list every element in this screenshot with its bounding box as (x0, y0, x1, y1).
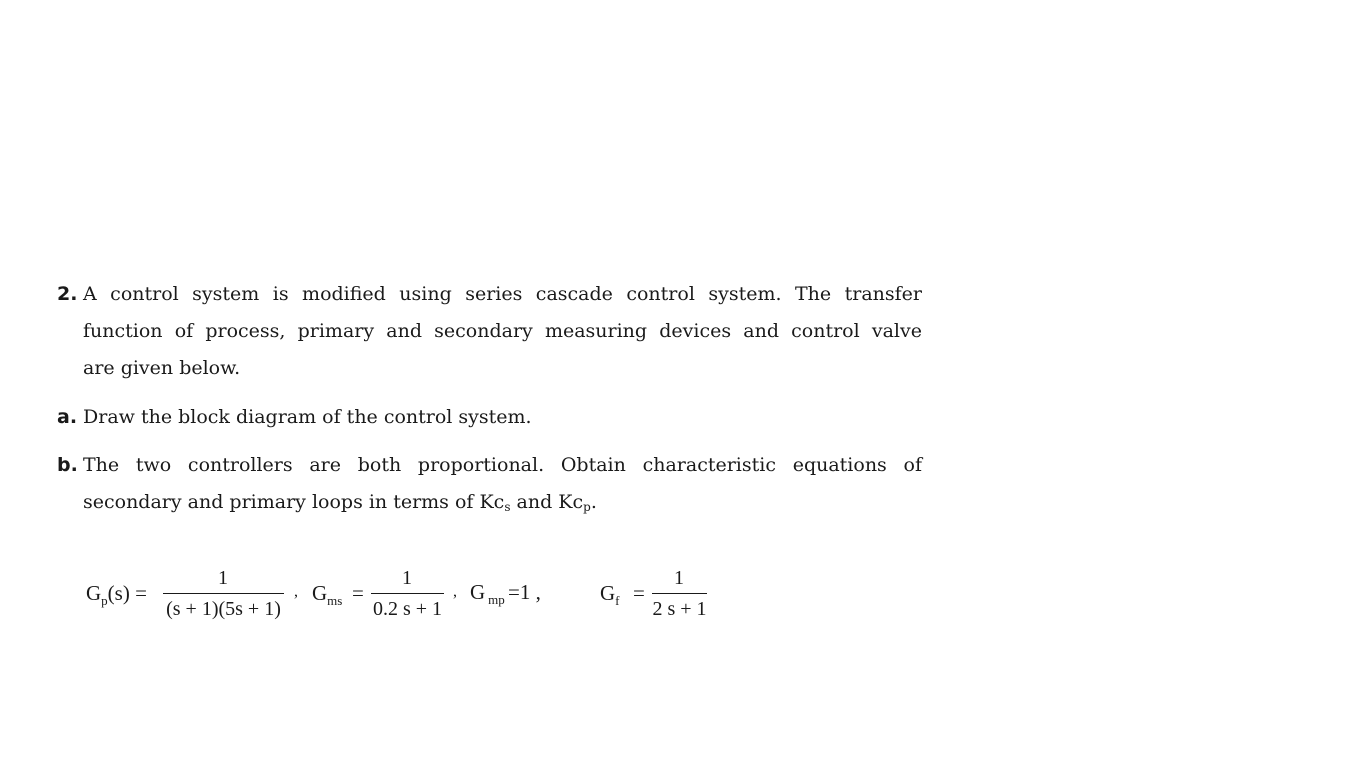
question-number: 2. (57, 283, 78, 305)
question-intro-line-1: A control system is modified using series cascade control system. The transfer (83, 283, 922, 305)
kc-p-subscript: p (583, 500, 591, 514)
gf-denominator: 2 s + 1 (652, 598, 707, 620)
gp-fraction-bar (163, 593, 284, 594)
gms-lhs: $G_{ms}$ (312, 581, 343, 608)
part-b-line-2-prefix: secondary and primary loops in terms of Kc (83, 491, 505, 513)
gp-separator: , (294, 583, 298, 600)
gf-lhs: $G_f$ (600, 581, 620, 608)
gms-separator: , (453, 583, 457, 600)
part-b-line-1: The two controllers are both proportional. Obtain characteristic equations of (83, 454, 922, 476)
gf-fraction-bar (652, 593, 707, 594)
gmp-lhs: G $_{mp}$ (470, 580, 505, 607)
part-b-label: b. (57, 454, 78, 476)
question-intro-line-3: are given below. (83, 357, 241, 379)
gf-numerator: 1 (674, 567, 684, 589)
part-a-label: a. (57, 406, 78, 428)
part-b-line-2-end: . (590, 491, 597, 513)
gms-fraction-bar (371, 593, 444, 594)
gms-numerator: 1 (402, 567, 412, 589)
gp-denominator: (s + 1)(5s + 1) (166, 598, 281, 620)
part-b-line-2 (83, 491, 597, 514)
part-b-line-2-mid: and Kc (510, 491, 584, 513)
gp-numerator: 1 (218, 567, 228, 589)
gms-denominator: 0.2 s + 1 (372, 598, 443, 620)
question-intro-line-2: function of process, primary and secondary measuring devices and control valve (83, 320, 922, 342)
gms-equals: = (352, 581, 364, 605)
gf-equals: = (633, 581, 645, 605)
gmp-rhs: =1 , (508, 580, 541, 604)
part-a-text: Draw the block diagram of the control system. (83, 406, 532, 428)
gp-lhs: $G_p(s)$ = (86, 581, 147, 608)
kc-s-subscript: s (504, 500, 511, 514)
